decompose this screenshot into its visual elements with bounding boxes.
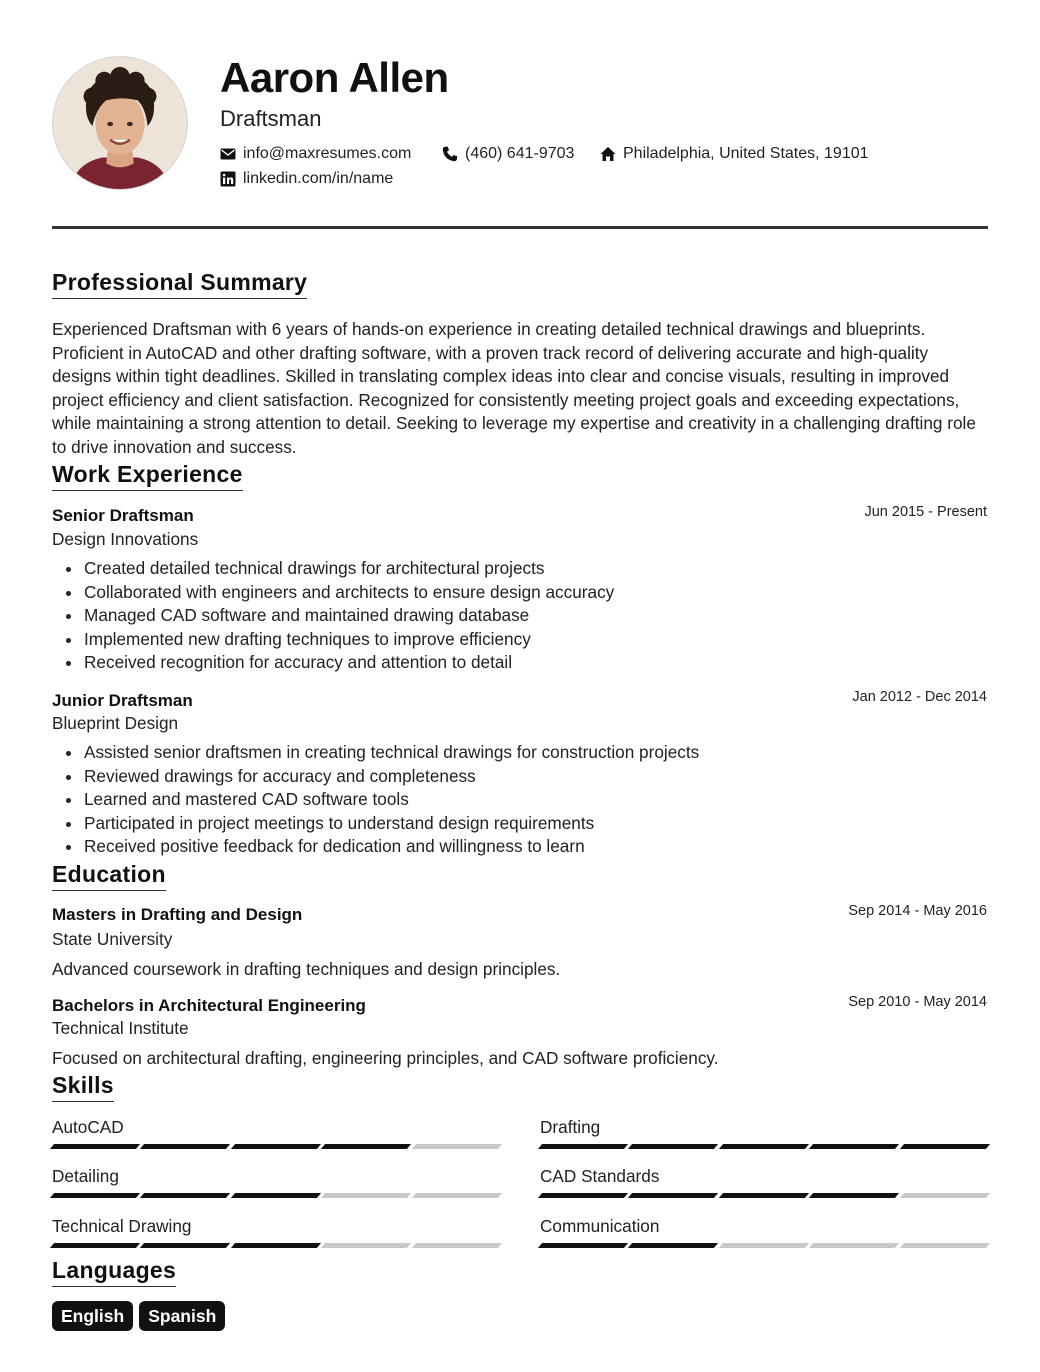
languages-heading: Languages: [52, 1256, 176, 1287]
edu-dates: Sep 2010 - May 2014: [848, 994, 987, 1010]
skill-level-empty: [900, 1243, 991, 1248]
edu-description: Focused on architectural drafting, engineering principles, and CAD software proficiency.: [52, 1048, 719, 1068]
list-item: Assisted senior draftsmen in creating technical drawings for construction projects: [62, 741, 962, 765]
skill-level-bar: [52, 1144, 500, 1149]
skill-level-filled: [809, 1193, 900, 1198]
linkedin-text: linkedin.com/in/name: [243, 170, 394, 187]
summary-text: Experienced Draftsman with 6 years of hands-on experience in creating detailed technical drawings and blueprints. Proficient in AutoCAD and other drafting software, with a proven track record of delivering accurate and high-quality designs within tight deadlines. Skilled in translating complex ideas into clear and concise visuals, resulting in improved project efficiency and client satisfaction. Recognized for consistently meeting project goals and exceeding expectations, while maintaining a strong attention to detail. Seeking to leverage my expertise and creativity in a challenging drafting role to drive innovation and success.: [52, 319, 976, 457]
skill-level-bar: [540, 1193, 988, 1198]
skill-level-filled: [140, 1193, 231, 1198]
skill-level-filled: [50, 1193, 141, 1198]
skill-item: [540, 1116, 988, 1149]
job-company: Blueprint Design: [52, 713, 179, 733]
skills-heading: Skills: [52, 1071, 114, 1102]
candidate-role: Draftsman: [220, 106, 322, 131]
list-item: Implemented new drafting techniques to improve efficiency: [62, 628, 962, 652]
edu-school: Technical Institute: [52, 1018, 189, 1038]
job-bullets: [62, 741, 962, 859]
skill-item: [52, 1215, 500, 1248]
header-divider: [52, 226, 988, 229]
list-item: Learned and mastered CAD software tools: [62, 788, 962, 812]
skill-item: [540, 1215, 988, 1248]
edu-dates: Sep 2014 - May 2016: [848, 903, 987, 919]
skill-item: [52, 1165, 500, 1198]
skill-level-filled: [809, 1144, 900, 1149]
job-bullets: [62, 557, 962, 675]
skill-level-filled: [628, 1243, 719, 1248]
home-icon: [600, 146, 616, 162]
contact-linkedin[interactable]: [220, 169, 393, 189]
contact-address: [600, 144, 869, 164]
phone-icon: [442, 146, 458, 162]
job-company: Design Innovations: [52, 529, 199, 549]
skill-level-filled: [628, 1144, 719, 1149]
contact-email[interactable]: [220, 144, 411, 164]
skill-item: [540, 1165, 988, 1198]
job-dates: Jan 2012 - Dec 2014: [852, 689, 987, 705]
edu-degree: Bachelors in Architectural Engineering: [52, 996, 366, 1015]
skill-level-filled: [538, 1243, 629, 1248]
list-item: Collaborated with engineers and architects to ensure design accuracy: [62, 581, 962, 605]
job-title: Senior Draftsman: [52, 506, 194, 525]
skill-level-empty: [719, 1243, 810, 1248]
language-list: [52, 1301, 225, 1331]
skill-level-empty: [321, 1243, 412, 1248]
list-item: Reviewed drawings for accuracy and completeness: [62, 765, 962, 789]
skill-level-empty: [412, 1193, 503, 1198]
skill-name: Detailing: [52, 1166, 119, 1186]
skill-level-empty: [809, 1243, 900, 1248]
skill-level-filled: [50, 1243, 141, 1248]
skill-level-filled: [231, 1193, 322, 1198]
list-item: Created detailed technical drawings for architectural projects: [62, 557, 962, 581]
skill-level-filled: [719, 1144, 810, 1149]
candidate-name: Aaron Allen: [220, 54, 449, 101]
skill-name: Drafting: [540, 1117, 601, 1137]
list-item: Received recognition for accuracy and attention to detail: [62, 651, 962, 675]
edu-degree: Masters in Drafting and Design: [52, 905, 303, 924]
skill-level-filled: [719, 1193, 810, 1198]
skill-level-empty: [900, 1193, 991, 1198]
skill-level-empty: [412, 1144, 503, 1149]
skill-level-bar: [52, 1243, 500, 1248]
experience-heading: Work Experience: [52, 460, 243, 491]
skill-name: Technical Drawing: [52, 1216, 192, 1236]
skill-level-filled: [140, 1144, 231, 1149]
skill-level-filled: [321, 1144, 412, 1149]
skill-level-filled: [231, 1243, 322, 1248]
profile-photo: [52, 56, 188, 190]
envelope-icon: [220, 146, 236, 162]
skill-level-filled: [538, 1193, 629, 1198]
email-text: info@maxresumes.com: [243, 145, 412, 162]
skill-level-filled: [628, 1193, 719, 1198]
skill-level-filled: [900, 1144, 991, 1149]
skill-name: AutoCAD: [52, 1117, 124, 1137]
skill-level-bar: [540, 1144, 988, 1149]
language-badge: English: [52, 1301, 133, 1331]
skill-level-filled: [538, 1144, 629, 1149]
job-dates: Jun 2015 - Present: [864, 504, 987, 520]
skill-name: CAD Standards: [540, 1166, 660, 1186]
list-item: Participated in project meetings to understand design requirements: [62, 812, 962, 836]
list-item: Managed CAD software and maintained drawing database: [62, 604, 962, 628]
skill-level-bar: [540, 1243, 988, 1248]
skill-level-empty: [321, 1193, 412, 1198]
skill-level-empty: [412, 1243, 503, 1248]
edu-school: State University: [52, 929, 173, 949]
contact-phone[interactable]: [442, 144, 574, 164]
skill-level-filled: [140, 1243, 231, 1248]
resume-header: [52, 56, 988, 190]
skill-level-bar: [52, 1193, 500, 1198]
edu-description: Advanced coursework in drafting techniques and design principles.: [52, 959, 561, 979]
linkedin-icon: [220, 171, 236, 187]
skill-name: Communication: [540, 1216, 660, 1236]
phone-text: (460) 641-9703: [465, 145, 575, 162]
list-item: Received positive feedback for dedication and willingness to learn: [62, 835, 962, 859]
language-badge: Spanish: [139, 1301, 225, 1331]
education-heading: Education: [52, 860, 166, 891]
job-title: Junior Draftsman: [52, 691, 193, 710]
address-text: Philadelphia, United States, 19101: [623, 145, 869, 162]
skill-level-filled: [50, 1144, 141, 1149]
summary-heading: Professional Summary: [52, 268, 307, 299]
skill-level-filled: [231, 1144, 322, 1149]
skill-item: [52, 1116, 500, 1149]
